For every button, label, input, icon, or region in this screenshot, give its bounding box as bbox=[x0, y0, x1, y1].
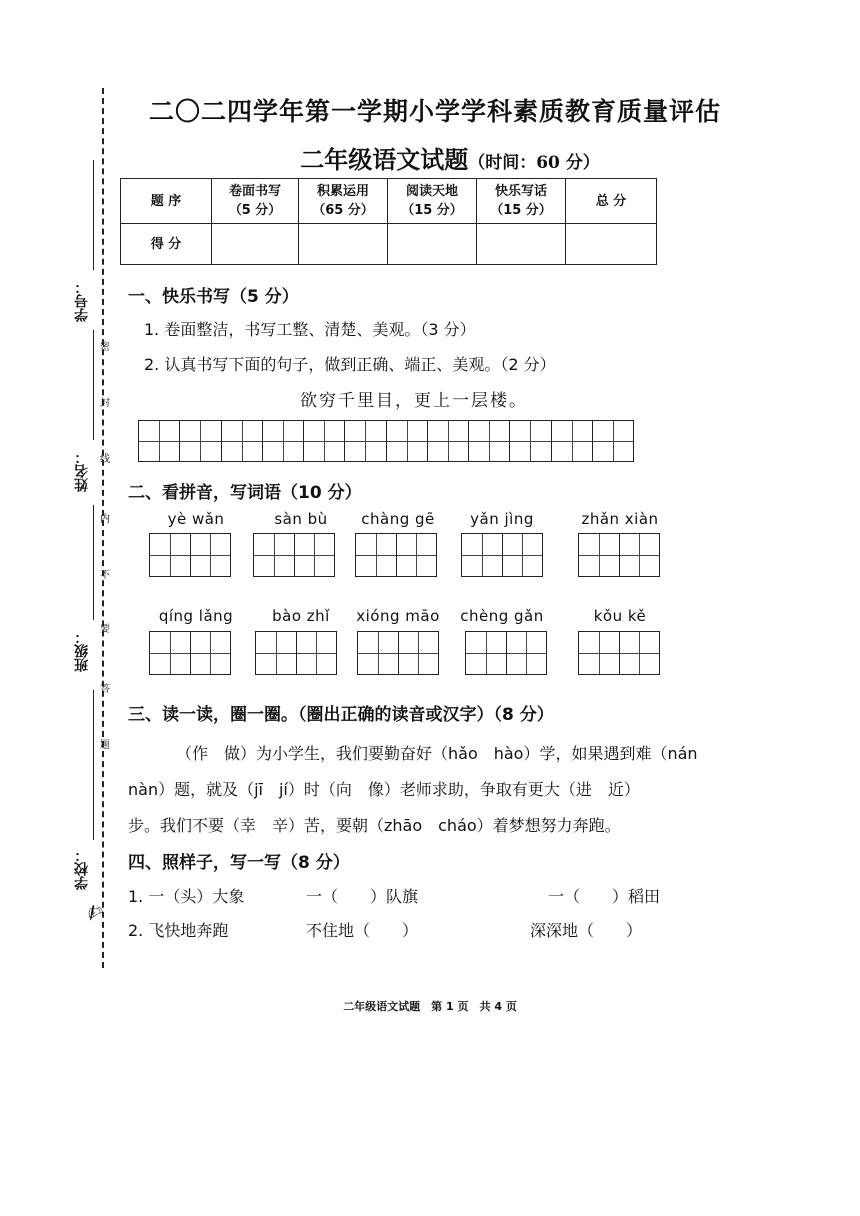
grid-cell[interactable] bbox=[222, 421, 263, 461]
student-id-label: 学号： bbox=[74, 280, 90, 322]
char-cell[interactable] bbox=[507, 632, 547, 674]
col-points: （65 分） bbox=[312, 203, 374, 218]
pinyin-label: yè wǎn bbox=[167, 510, 225, 528]
col-header bbox=[477, 179, 566, 224]
section4-heading: 四、照样子，写一写（8 分） bbox=[128, 853, 350, 873]
row-header: 题 序 bbox=[121, 179, 212, 224]
class-rule bbox=[93, 505, 94, 620]
char-cell[interactable] bbox=[358, 632, 399, 674]
grid-cell[interactable] bbox=[469, 421, 510, 461]
char-cell[interactable] bbox=[397, 534, 437, 576]
char-cell[interactable] bbox=[462, 534, 503, 576]
char-cell[interactable] bbox=[399, 632, 439, 674]
char-cell[interactable] bbox=[356, 534, 397, 576]
col-name: 卷面书写 bbox=[228, 184, 281, 199]
seal-char: 题 bbox=[100, 740, 110, 751]
score-cell[interactable] bbox=[566, 224, 657, 265]
section1-heading: 一、快乐书写（5 分） bbox=[128, 287, 299, 307]
word-box[interactable] bbox=[355, 533, 437, 577]
score-table bbox=[120, 178, 657, 265]
char-cell[interactable] bbox=[254, 534, 295, 576]
pinyin-label: kǒu kě bbox=[593, 607, 647, 625]
col-name: 积累运用 bbox=[316, 184, 369, 199]
name-rule bbox=[93, 330, 94, 440]
section4-blank[interactable]: 不住地（ ） bbox=[306, 921, 419, 940]
col-header bbox=[388, 179, 477, 224]
class-label: 班级： bbox=[74, 630, 90, 672]
char-cell[interactable] bbox=[150, 534, 191, 576]
char-cell[interactable] bbox=[295, 534, 335, 576]
writing-grid[interactable] bbox=[138, 420, 634, 462]
pinyin-label: sàn bù bbox=[274, 510, 328, 528]
score-cell[interactable] bbox=[212, 224, 299, 265]
section4-blank[interactable]: 深深地（ ） bbox=[530, 921, 643, 940]
char-cell[interactable] bbox=[620, 534, 660, 576]
grid-cell[interactable] bbox=[139, 421, 180, 461]
exam-title: 二〇二四学年第一学期小学学科素质教育质量评估 bbox=[148, 97, 721, 126]
char-cell[interactable] bbox=[620, 632, 660, 674]
scribble-mark: ✍ bbox=[81, 897, 108, 927]
char-cell[interactable] bbox=[503, 534, 543, 576]
col-name: 快乐写话 bbox=[494, 184, 547, 199]
char-cell[interactable] bbox=[466, 632, 507, 674]
school-rule bbox=[93, 690, 94, 840]
col-points: （15 分） bbox=[401, 203, 463, 218]
col-header bbox=[299, 179, 388, 224]
grid-cell[interactable] bbox=[593, 421, 633, 461]
word-box[interactable] bbox=[253, 533, 335, 577]
grid-cell[interactable] bbox=[510, 421, 551, 461]
score-label: 得 分 bbox=[121, 224, 212, 265]
grid-cell[interactable] bbox=[387, 421, 428, 461]
section1-item2: 2. 认真书写下面的句子，做到正确、端正、美观。（2 分） bbox=[144, 355, 556, 374]
seal-char: 不 bbox=[100, 570, 110, 581]
char-cell[interactable] bbox=[579, 534, 620, 576]
pinyin-label: chèng gǎn bbox=[460, 607, 544, 625]
grid-cell[interactable] bbox=[345, 421, 386, 461]
exam-subtitle bbox=[240, 140, 660, 175]
section3-line2: nàn）题，就及（jī jí）时（向 像）老师求助，争取有更大（进 近） bbox=[128, 780, 640, 799]
pinyin-label: chàng gē bbox=[361, 510, 435, 528]
word-box[interactable] bbox=[357, 631, 439, 675]
total-header: 总 分 bbox=[566, 179, 657, 224]
col-points: （15 分） bbox=[490, 203, 552, 218]
grid-cell[interactable] bbox=[263, 421, 304, 461]
seal-char: 封 bbox=[100, 398, 110, 409]
col-points: （5 分） bbox=[228, 203, 282, 218]
section4-example: 1. 一（头）大象 bbox=[128, 887, 245, 906]
section2-heading: 二、看拼音，写词语（10 分） bbox=[128, 483, 362, 503]
char-cell[interactable] bbox=[579, 632, 620, 674]
grid-cell[interactable] bbox=[552, 421, 593, 461]
section3-line1: （作 做）为小学生，我们要勤奋好（hǎo hào）学，如果遇到难（nán bbox=[176, 744, 698, 763]
word-box[interactable] bbox=[149, 533, 231, 577]
pinyin-label: yǎn jìng bbox=[470, 510, 534, 528]
pinyin-label: bào zhǐ bbox=[272, 607, 330, 625]
section4-example: 2. 飞快地奔跑 bbox=[128, 921, 229, 940]
word-box[interactable] bbox=[149, 631, 231, 675]
char-cell[interactable] bbox=[150, 632, 191, 674]
grid-cell[interactable] bbox=[428, 421, 469, 461]
char-cell[interactable] bbox=[191, 534, 231, 576]
char-cell[interactable] bbox=[297, 632, 337, 674]
student-id-rule bbox=[93, 160, 94, 270]
word-box[interactable] bbox=[255, 631, 337, 675]
word-box[interactable] bbox=[465, 631, 547, 675]
col-header bbox=[212, 179, 299, 224]
time-note: （时间：60 分） bbox=[468, 153, 600, 173]
char-cell[interactable] bbox=[191, 632, 231, 674]
seal-char: 密 bbox=[100, 342, 110, 353]
subtitle-text: 二年级语文试题 bbox=[300, 145, 469, 174]
section4-blank[interactable]: 一（ ）稻田 bbox=[548, 887, 661, 906]
grid-cell[interactable] bbox=[304, 421, 345, 461]
section1-item1: 1. 卷面整洁，书写工整、清楚、美观。（3 分） bbox=[144, 320, 476, 339]
grid-cell[interactable] bbox=[180, 421, 221, 461]
pinyin-label: qíng lǎng bbox=[158, 607, 234, 625]
section4-blank[interactable]: 一（ ）队旗 bbox=[306, 887, 419, 906]
score-cell[interactable] bbox=[388, 224, 477, 265]
name-label: 姓名： bbox=[74, 450, 90, 492]
pinyin-label: zhǎn xiàn bbox=[581, 510, 659, 528]
seal-char: 线 bbox=[100, 454, 110, 465]
word-box[interactable] bbox=[461, 533, 543, 577]
seal-char: 要 bbox=[100, 624, 110, 635]
score-cell[interactable] bbox=[477, 224, 566, 265]
char-cell[interactable] bbox=[256, 632, 297, 674]
seal-char: 答 bbox=[100, 684, 110, 695]
page-footer: 二年级语文试题 第 1 页 共 4 页 bbox=[343, 1000, 517, 1013]
school-label: 学校： bbox=[74, 848, 90, 890]
binding-dashed-line bbox=[102, 88, 104, 968]
section3-line3: 步。我们不要（幸 辛）苦，要朝（zhāo cháo）着梦想努力奔跑。 bbox=[128, 816, 621, 835]
pinyin-label: xióng māo bbox=[356, 607, 440, 625]
word-box[interactable] bbox=[578, 533, 660, 577]
seal-char: 内 bbox=[100, 514, 110, 525]
col-name: 阅读天地 bbox=[405, 184, 458, 199]
score-cell[interactable] bbox=[299, 224, 388, 265]
poem-line: 欲穷千里目，更上一层楼。 bbox=[300, 391, 528, 411]
word-box[interactable] bbox=[578, 631, 660, 675]
section3-heading: 三、读一读，圈一圈。（圈出正确的读音或汉字）（8 分） bbox=[128, 705, 554, 725]
